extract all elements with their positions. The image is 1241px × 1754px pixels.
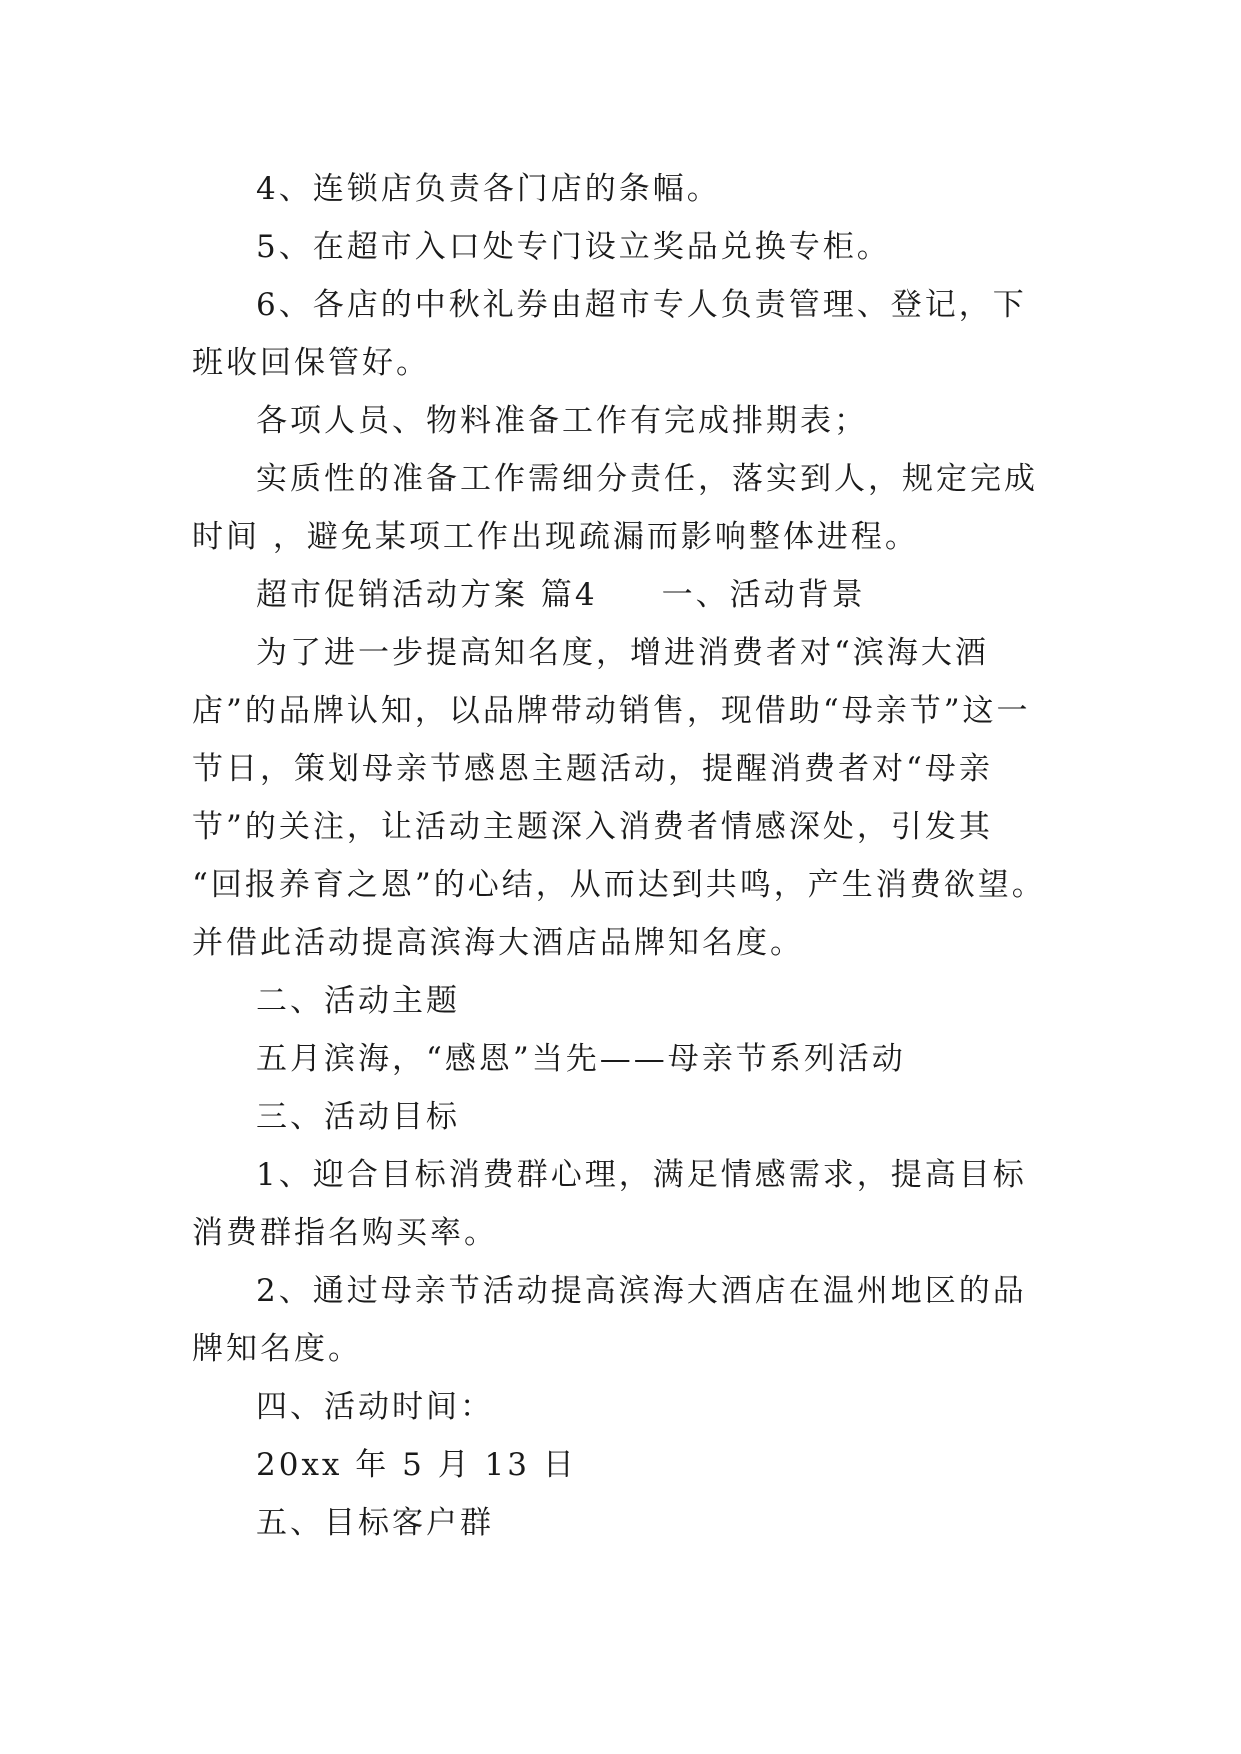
section-first-heading: 一、活动背景 <box>661 577 866 613</box>
paragraph-item-6: 6、各店的中秋礼券由超市专人负责管理、登记，下班收回保管好。 <box>192 287 1027 381</box>
heading-theme: 二、活动主题 <box>256 983 460 1019</box>
paragraph-date: 20xx 年 5 月 13 日 <box>256 1447 577 1483</box>
section-title: 超市促销活动方案 篇4 <box>256 577 598 613</box>
paragraph-item-4: 4、连锁店负责各门店的条幅。 <box>256 171 721 207</box>
heading-target-customers: 五、目标客户群 <box>256 1505 494 1541</box>
heading-goals: 三、活动目标 <box>256 1099 460 1135</box>
paragraph-goal-1: 1、迎合目标消费群心理，满足情感需求，提高目标消费群指名购买率。 <box>192 1157 1027 1251</box>
heading-time: 四、活动时间： <box>256 1389 494 1425</box>
paragraph-background: 为了进一步提高知名度，增进消费者对“滨海大酒店”的品牌认知，以品牌带动销售，现借助“母亲节”这一节日，策划母亲节感恩主题活动，提醒消费者对“母亲节”的关注，让活动主题深入消费者情感深处，引发其 “回报养育之恩”的心结，从而达到共鸣，产生消费欲望。并借此活动提高滨海大酒店品牌知名度。 <box>192 635 1046 961</box>
paragraph-item-5: 5、在超市入口处专门设立奖品兑换专柜。 <box>256 229 891 265</box>
paragraph-responsibility: 实质性的准备工作需细分责任，落实到人，规定完成时间 ，避免某项工作出现疏漏而影响整体进程。 <box>192 461 1038 555</box>
section-heading-line <box>192 566 1052 624</box>
document-body <box>192 160 1052 1552</box>
paragraph-schedule: 各项人员、物料准备工作有完成排期表； <box>256 403 868 439</box>
paragraph-goal-2: 2、通过母亲节活动提高滨海大酒店在温州地区的品牌知名度。 <box>192 1273 1027 1367</box>
paragraph-theme: 五月滨海，“感恩”当先——母亲节系列活动 <box>256 1041 906 1077</box>
